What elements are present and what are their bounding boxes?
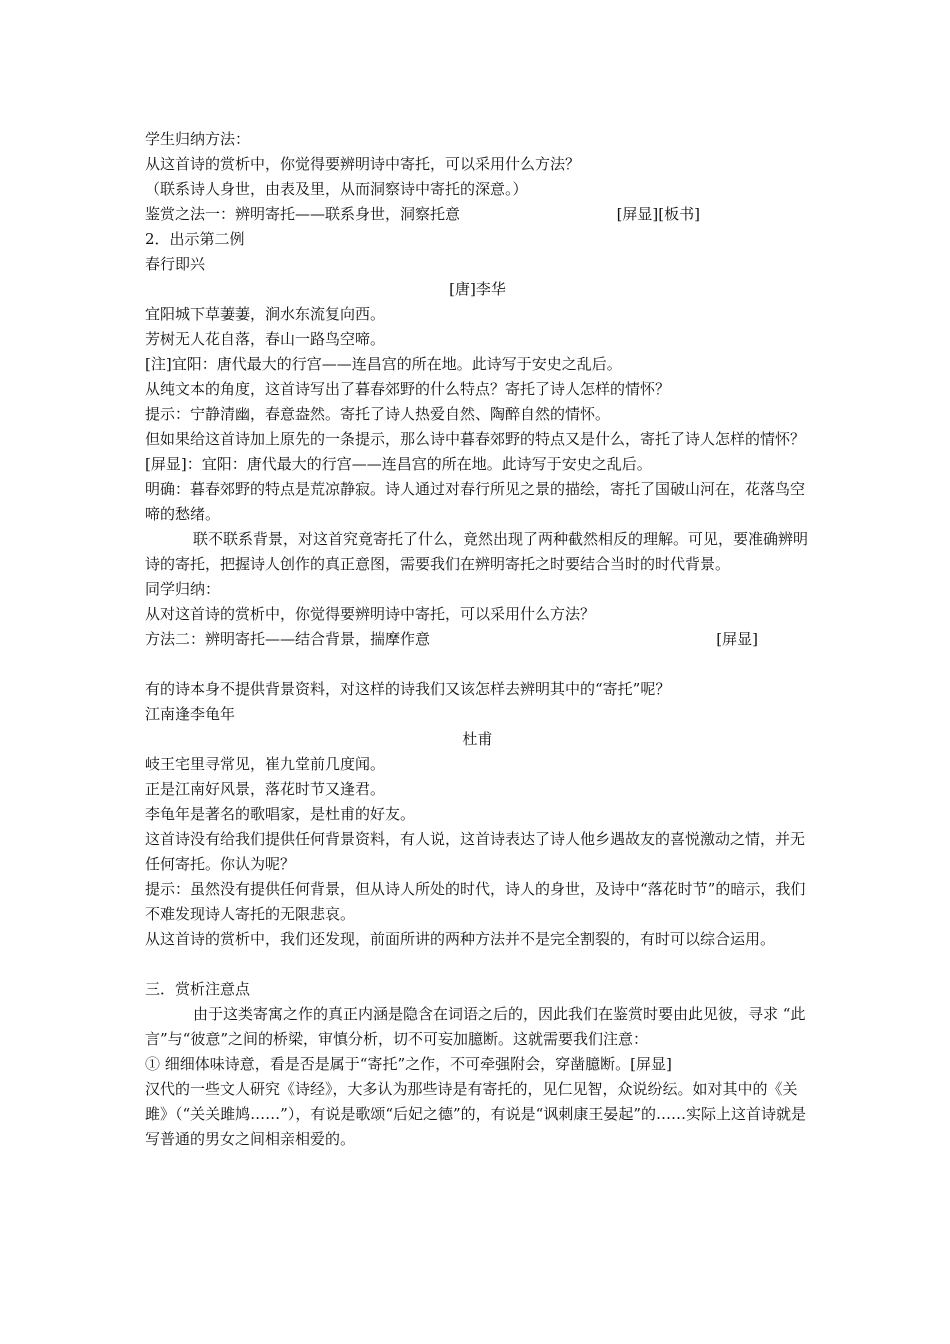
discussion1-question: 从对这首诗的赏析中，你觉得要辨明诗中寄托，可以采用什么方法？ xyxy=(145,605,596,623)
section3-heading: 三．赏析注意点 xyxy=(145,980,251,998)
method-answer: （联系诗人身世，由表及里，从而洞察诗中寄托的深意。） xyxy=(145,180,528,198)
example2-heading: 2．出示第二例 xyxy=(145,230,245,248)
poem2-hint: 提示：虽然没有提供任何背景，但从诗人所处的时代，诗人的身世，及诗中“落花时节”的暗示，我们不难发现诗人寄托的无限悲哀。 xyxy=(145,880,806,923)
poem2-title: 江南逢李龟年 xyxy=(145,705,236,723)
poem1-author: [唐]李华 xyxy=(449,280,506,298)
poem1-line2: 芳树无人花自落，春山一路鸟空啼。 xyxy=(145,330,386,348)
discussion1-q1: 从纯文本的角度，这首诗写出了暮春郊野的什么特点？寄托了诗人怎样的情怀？ xyxy=(145,380,671,398)
poem2-conclusion: 从这首诗的赏析中，我们还发现，前面所讲的两种方法并不是完全割裂的，有时可以综合运用。 xyxy=(145,930,776,948)
poem1-note: [注]宜阳：唐代最大的行宫——连昌宫的所在地。此诗写于安史之乱后。 xyxy=(145,355,622,373)
spacer xyxy=(145,652,810,677)
document-page xyxy=(145,127,810,1152)
discussion1-screen: [屏显]：宜阳：唐代最大的行宫——连昌宫的所在地。此诗写于安史之乱后。 xyxy=(145,455,652,473)
method2-tag: [屏显] xyxy=(716,630,758,648)
poem2-author: 杜甫 xyxy=(462,730,493,748)
method2-row xyxy=(145,627,810,652)
method1-text: 鉴赏之法一：辨明寄托——联系身世，洞察托意 xyxy=(145,205,461,223)
poem2-line2: 正是江南好风景，落花时节又逢君。 xyxy=(145,780,386,798)
discussion1-paragraph: 联不联系背景，对这首究竟寄托了什么，竟然出现了两种截然相反的理解。可见，要准确辨明诗的寄托，把握诗人创作的真正意图，需要我们在辨明寄托之时要结合当时的时代背景。 xyxy=(145,530,809,573)
method1-tag: [屏显][板书] xyxy=(616,205,700,223)
discussion1-summary-label: 同学归纳： xyxy=(145,580,221,598)
discussion1-q2: 但如果给这首诗加上原先的一条提示，那么诗中暮春郊野的特点又是什么，寄托了诗人怎样的情怀？ xyxy=(145,430,806,448)
method-question: 从这首诗的赏析中，你觉得要辨明诗中寄托，可以采用什么方法？ xyxy=(145,155,581,173)
poem1-line1: 宜阳城下草萋萋，涧水东流复向西。 xyxy=(145,305,386,323)
section3-point1: ① 细细体味诗意，看是否是属于“寄托”之作，不可牵强附会，穿凿臆断。[屏显] xyxy=(145,1055,672,1073)
section3-paragraph: 由于这类寄寓之作的真正内涵是隐含在词语之后的，因此我们在鉴赏时要由此见彼，寻求 “此言”与“彼意”之间的桥梁，审慎分析，切不可妄加臆断。这就需要我们注意： xyxy=(145,1005,806,1048)
section3-example: 汉代的一些文人研究《诗经》，大多认为那些诗是有寄托的，见仁见智，众说纷纭。如对其中的《关雎》（“关关雎鸠……”），有说是歌颂“后妃之德”的，有说是“讽刺康王晏起”的……实际上这首诗就是写普通的男女之间相亲相爱的。 xyxy=(145,1080,807,1148)
discussion1-hint1: 提示：宁静清幽，春意盎然。寄托了诗人热爱自然、陶醉自然的情怀。 xyxy=(145,405,611,423)
spacer xyxy=(145,952,810,977)
poem2-intro: 有的诗本身不提供背景资料，对这样的诗我们又该怎样去辨明其中的“寄托”呢？ xyxy=(145,680,671,698)
method2-text: 方法二：辨明寄托——结合背景，揣摩作意 xyxy=(145,630,431,648)
poem1-title: 春行即兴 xyxy=(145,255,206,273)
poem2-question: 这首诗没有给我们提供任何背景资料，有人说，这首诗表达了诗人他乡遇故友的喜悦激动之情，并无任何寄托。你认为呢？ xyxy=(145,830,806,873)
poem2-line1: 岐王宅里寻常见，崔九堂前几度闻。 xyxy=(145,755,386,773)
poem2-note: 李龟年是著名的歌唱家，是杜甫的好友。 xyxy=(145,805,416,823)
discussion1-clarify: 明确：暮春郊野的特点是荒凉静寂。诗人通过对春行所见之景的描绘，寄托了国破山河在，花落鸟空啼的愁绪。 xyxy=(145,480,806,523)
summary-label: 学生归纳方法： xyxy=(145,130,251,148)
method1-row xyxy=(145,202,810,227)
